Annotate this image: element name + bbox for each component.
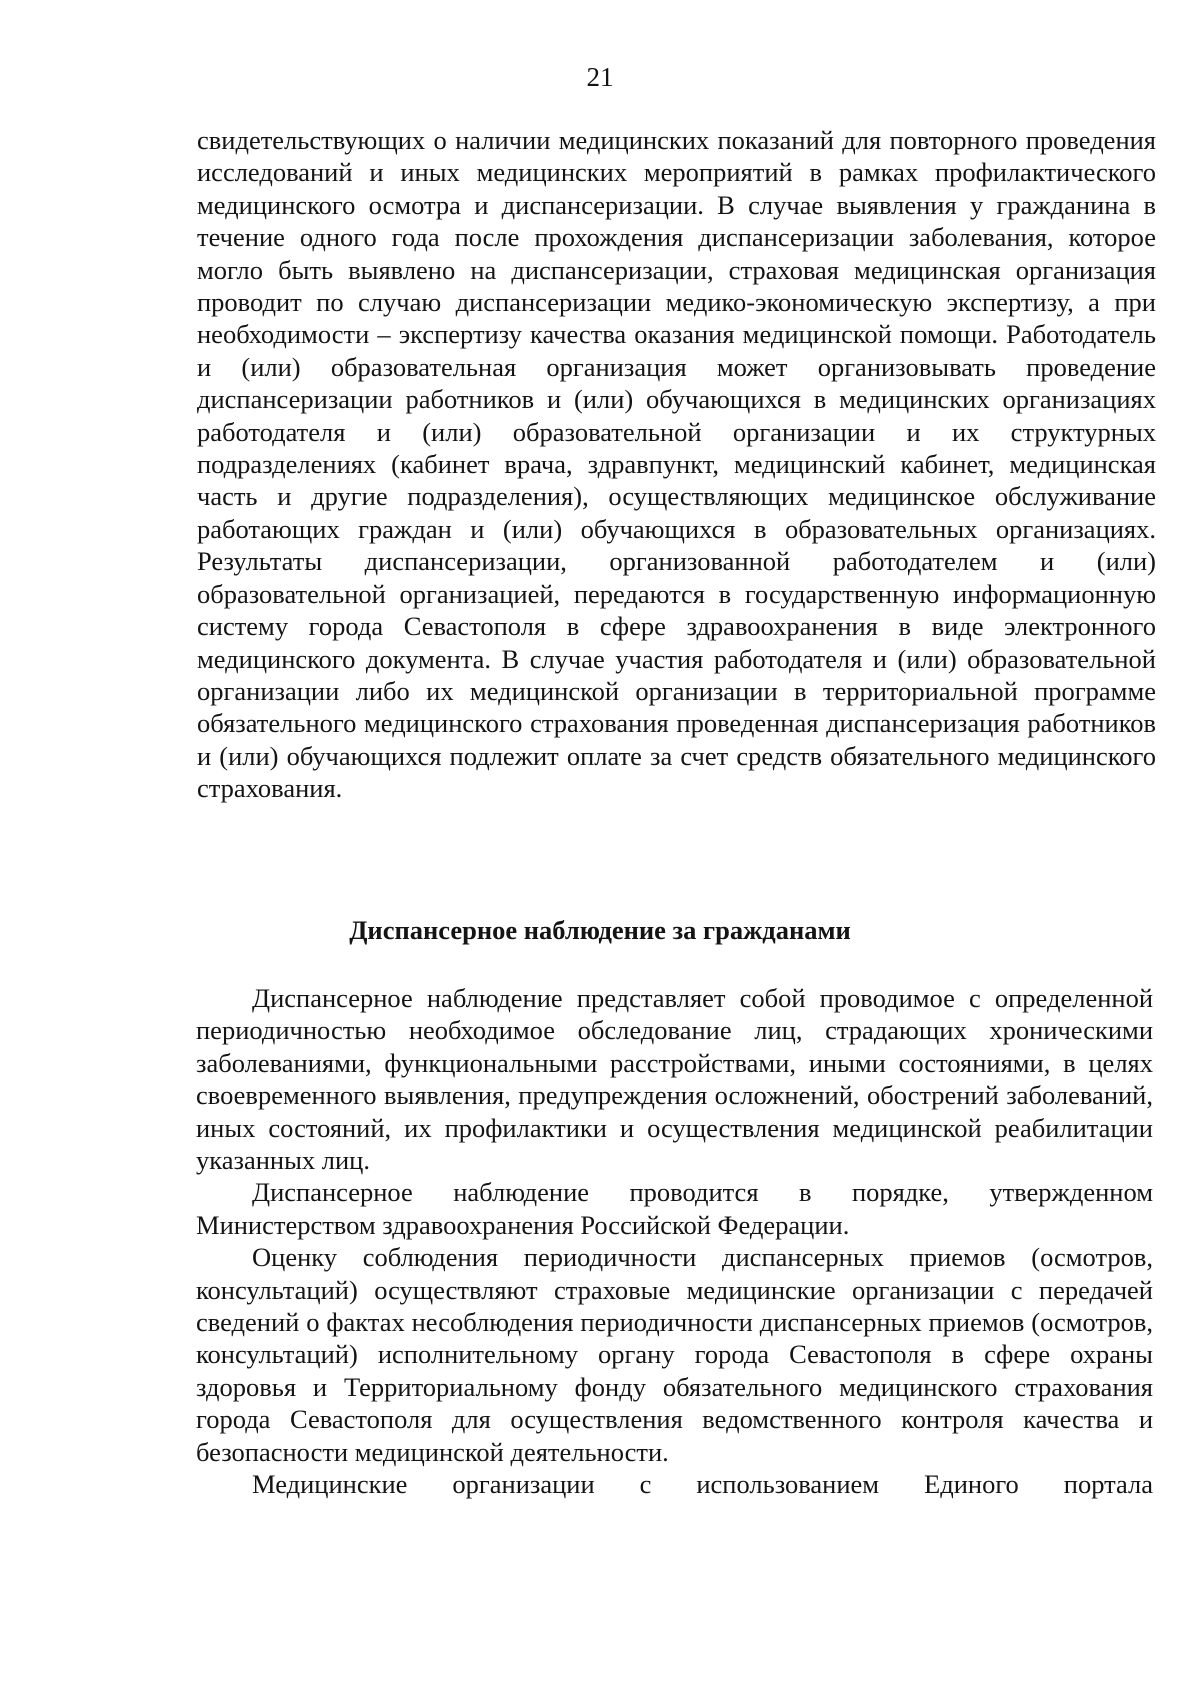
- section-heading: Диспансерное наблюдение за гражданами: [349, 915, 851, 945]
- section-text-block: [196, 982, 1153, 1501]
- paragraph: свидетельствующих о наличии медицинских показаний для повторного проведения исследований и иных медицинских мероприятий в рамках профилактического медицинского осмотра и диспансеризации. В случае выявления у гражданина в течение одного года после прохождения диспансеризации заболевания, которое могло быть выявлено на диспансеризации, страховая медицинская организация проводит по случаю диспансеризации медико-экономическую экспертизу, а при необходимости – экспертизу качества оказания медицинской помощи. Работодатель и (или) образовательная организация может организовывать проведение диспансеризации работников и (или) обучающихся в медицинских организациях работодателя и (или) образовательной организации и их структурных подразделениях (кабинет врача, здравпункт, медицинский кабинет, медицинская часть и другие подразделения), осуществляющих медицинское обслуживание работающих граждан и (или) обучающихся в образовательных организациях. Результаты диспансеризации, организованной работодателем и (или) образовательной организацией, передаются в государственную информационную систему города Севастополя в сфере здравоохранения в виде электронного медицинского документа. В случае участия работодателя и (или) образовательной организации либо их медицинской организации в территориальной программе обязательного медицинского страхования проведенная диспансеризация работников и (или) обучающихся подлежит оплате за счет средств обязательного медицинского страхования.: [197, 125, 1156, 804]
- paragraph-truncated: Медицинские организации с использованием Единого портала: [252, 1469, 1153, 1500]
- page-number: 21: [586, 62, 614, 92]
- paragraph: Оценку соблюдения периодичности диспансерных приемов (осмотров, консультаций) осуществляют страховые медицинские организации с передачей сведений о фактах несоблюдения периодичности диспансерных приемов (осмотров, консультаций) исполнительному органу города Севастополя в сфере охраны здоровья и Территориальному фонду обязательного медицинского страхования города Севастополя для осуществления ведомственного контроля качества и безопасности медицинской деятельности.: [196, 1242, 1153, 1467]
- paragraph: Диспансерное наблюдение проводится в порядке, утвержденном Министерством здравоохранения Российской Федерации.: [196, 1177, 1153, 1240]
- paragraph: Диспансерное наблюдение представляет собой проводимое с определенной периодичностью необходимое обследование лиц, страдающих хроническими заболеваниями, функциональными расстройствами, иными состояниями, в целях своевременного выявления, предупреждения осложнений, обострений заболеваний, иных состояний, их профилактики и осуществления медицинской реабилитации указанных лиц.: [196, 983, 1153, 1176]
- continuation-text-block: [197, 124, 1156, 805]
